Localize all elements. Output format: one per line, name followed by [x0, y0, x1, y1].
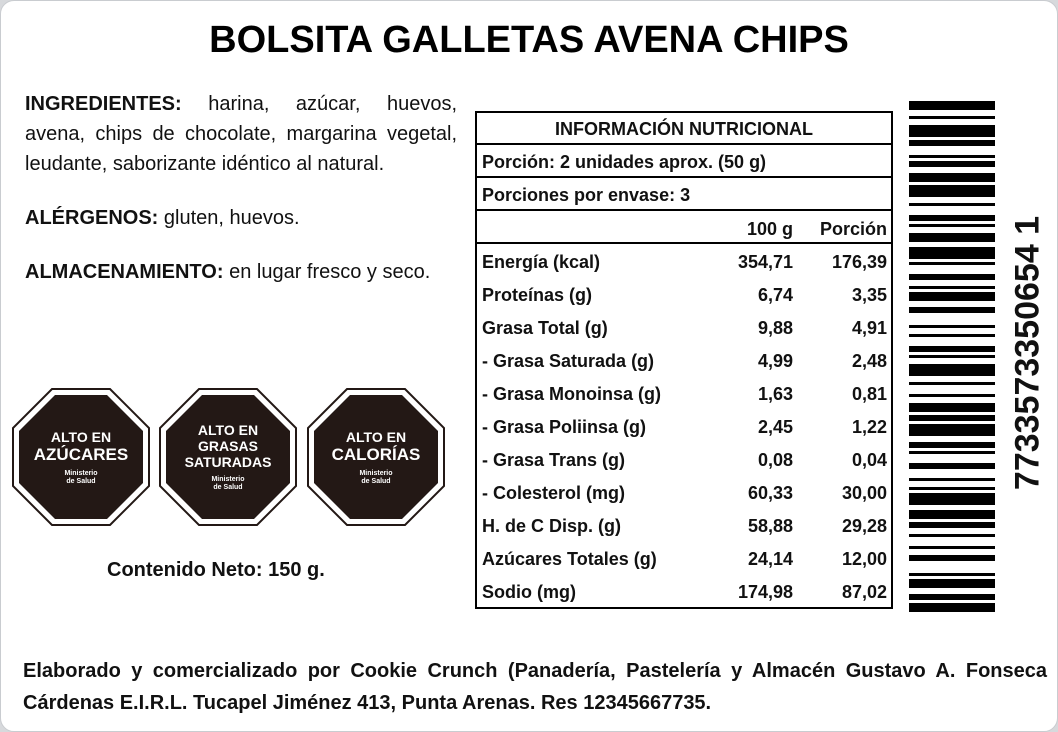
barcode-bar: [909, 215, 995, 221]
seal-high-saturated-fat: [158, 387, 298, 527]
barcode-bar: [909, 579, 995, 588]
barcode-bar: [909, 125, 995, 137]
allergens-text: gluten, huevos.: [158, 207, 300, 229]
nutrition-column-headers: [477, 213, 891, 244]
nutrient-per-100g: 1,63: [757, 384, 793, 404]
nutrition-row: [477, 279, 891, 312]
barcode-bar: [909, 262, 995, 265]
seal-line2: CALORÍAS: [331, 444, 421, 464]
seal-ministry-1: Ministerio: [211, 476, 245, 483]
nutrient-per-100g: 2,45: [757, 417, 793, 437]
barcode-bar: [909, 451, 995, 454]
nutrition-rows: [477, 246, 891, 609]
seal-high-calories: [306, 387, 446, 527]
barcode-bar: [909, 247, 995, 259]
barcode-bar: [909, 233, 995, 242]
nutrient-per-portion: 4,91: [851, 318, 887, 338]
barcode-bar: [909, 442, 995, 448]
product-info: [25, 89, 457, 311]
barcode-bar: [909, 603, 995, 612]
nutrition-row: [477, 510, 891, 543]
nutrient-per-100g: 60,33: [747, 483, 793, 503]
nutrient-per-100g: 0,08: [757, 450, 793, 470]
barcode-bar: [909, 403, 995, 412]
manufacturer-info: Elaborado y comercializado por Cookie Crunch (Panadería, Pastelería y Almacén Gustavo A. Fonseca Cárdenas E.I.R.L. Tucapel Jiménez 413, Punta Arenas. Res 12345667735.: [23, 660, 1047, 714]
seal-ministry-1: Ministerio: [359, 469, 393, 477]
nutrient-per-100g: 9,88: [757, 318, 793, 338]
barcode-number: 7733573350654 1: [1008, 215, 1047, 491]
seal-ministry-2: de Salud: [361, 477, 391, 485]
nutrient-name: Proteínas (g): [482, 285, 593, 305]
ingredients-text: harina, azúcar, huevos, avena, chips de chocolate, margarina vegetal, leudante, saborizante idéntico al natural.: [25, 93, 457, 175]
ingredients-label: INGREDIENTES:: [25, 93, 182, 115]
nutrition-row: [477, 378, 891, 411]
barcode-bar: [909, 173, 995, 182]
nutrition-row: [477, 543, 891, 576]
nutrient-name: - Grasa Monoinsa (g): [482, 384, 662, 404]
barcode-bar: [909, 101, 995, 110]
barcode-bar: [909, 394, 995, 397]
barcode-number-box: [1004, 91, 1052, 615]
barcode-bar: [909, 140, 995, 146]
barcode-bar: [909, 307, 995, 313]
portion-size: Porción: 2 unidades aprox. (50 g): [477, 147, 891, 178]
column-portion: Porción: [819, 219, 887, 239]
nutrient-per-100g: 174,98: [737, 582, 793, 602]
nutrient-per-100g: 6,74: [757, 285, 793, 305]
nutrient-per-100g: 4,99: [757, 351, 793, 371]
nutrient-name: Azúcares Totales (g): [482, 549, 657, 569]
ingredients-paragraph: [25, 89, 457, 179]
barcode-bar: [909, 478, 995, 481]
barcode-bar: [909, 185, 995, 197]
nutrient-per-portion: 0,04: [851, 450, 887, 470]
allergens-label: ALÉRGENOS:: [25, 207, 159, 229]
nutrition-row: [477, 312, 891, 345]
seal-line2: GRASAS: [198, 438, 258, 454]
seal-ministry-2: de Salud: [213, 484, 243, 491]
nutrient-per-portion: 176,39: [831, 252, 887, 272]
barcode-bar: [909, 224, 995, 227]
barcode-bar: [909, 155, 995, 158]
nutrient-per-portion: 30,00: [841, 483, 887, 503]
barcode-bar: [909, 364, 995, 376]
nutrient-per-portion: 3,35: [851, 285, 887, 305]
column-100g: 100 g: [746, 219, 793, 239]
nutrient-per-100g: 354,71: [737, 252, 793, 272]
seal-high-sugar: [11, 387, 151, 527]
barcode-bar: [909, 510, 995, 519]
barcode: [909, 101, 997, 615]
barcode-bar: [909, 487, 995, 490]
portions-per-pack: Porciones por envase: 3: [477, 180, 891, 211]
barcode-bar: [909, 594, 995, 600]
barcode-bar: [909, 522, 995, 528]
barcode-bar: [909, 382, 995, 385]
seal-line1: ALTO EN: [197, 422, 259, 438]
seal-ministry-1: Ministerio: [64, 469, 98, 477]
storage-label: ALMACENAMIENTO:: [25, 261, 224, 283]
nutrient-per-portion: 29,28: [841, 516, 887, 536]
nutrient-per-100g: 24,14: [747, 549, 793, 569]
seal-line1: ALTO EN: [345, 428, 407, 445]
storage-paragraph: [25, 257, 457, 287]
barcode-bar: [909, 415, 995, 421]
net-content: Contenido Neto: 150 g.: [107, 559, 325, 581]
nutrient-name: - Grasa Trans (g): [482, 450, 626, 470]
nutrition-row: [477, 246, 891, 279]
nutrient-name: - Grasa Poliinsa (g): [482, 417, 647, 437]
barcode-bar: [909, 286, 995, 289]
barcode-bar: [909, 534, 995, 537]
nutrition-row: [477, 477, 891, 510]
allergens-paragraph: [25, 203, 457, 233]
barcode-bar: [909, 355, 995, 358]
nutrition-table: [475, 111, 893, 609]
nutrition-header: INFORMACIÓN NUTRICIONAL: [477, 113, 891, 145]
barcode-bar: [909, 203, 995, 206]
nutrition-row: [477, 345, 891, 378]
nutrition-row: [477, 411, 891, 444]
barcode-bar: [909, 325, 995, 328]
nutrition-row: [477, 444, 891, 477]
barcode-bar: [909, 463, 995, 469]
barcode-bar: [909, 424, 995, 436]
nutrient-name: Sodio (mg): [482, 582, 576, 602]
nutrient-per-portion: 87,02: [841, 582, 887, 602]
nutrient-name: Grasa Total (g): [482, 318, 608, 338]
nutrient-name: - Colesterol (mg): [482, 483, 626, 503]
nutrient-name: H. de C Disp. (g): [482, 516, 621, 536]
barcode-bar: [909, 346, 995, 352]
product-title: BOLSITA GALLETAS AVENA CHIPS: [209, 19, 849, 61]
barcode-bar: [909, 555, 995, 561]
barcode-bar: [909, 334, 995, 337]
barcode-bar: [909, 493, 995, 505]
barcode-bar: [909, 573, 995, 576]
barcode-bar: [909, 116, 995, 119]
nutrient-per-100g: 58,88: [747, 516, 793, 536]
seal-line3: SATURADAS: [184, 454, 272, 470]
nutrient-per-portion: 12,00: [841, 549, 887, 569]
nutrient-per-portion: 2,48: [851, 351, 887, 371]
storage-text: en lugar fresco y seco.: [223, 261, 431, 283]
nutrition-row: [477, 576, 891, 609]
barcode-bar: [909, 292, 995, 301]
nutrient-name: - Grasa Saturada (g): [482, 351, 655, 371]
warning-seals: [11, 387, 441, 527]
nutrient-per-portion: 1,22: [851, 417, 887, 437]
barcode-bar: [909, 274, 995, 280]
seal-ministry-2: de Salud: [66, 477, 96, 485]
seal-line1: ALTO EN: [50, 428, 112, 445]
barcode-bar: [909, 546, 995, 549]
nutrient-name: Energía (kcal): [482, 252, 601, 272]
barcode-bar: [909, 161, 995, 167]
nutrient-per-portion: 0,81: [851, 384, 887, 404]
seal-line2: AZÚCARES: [33, 444, 129, 464]
